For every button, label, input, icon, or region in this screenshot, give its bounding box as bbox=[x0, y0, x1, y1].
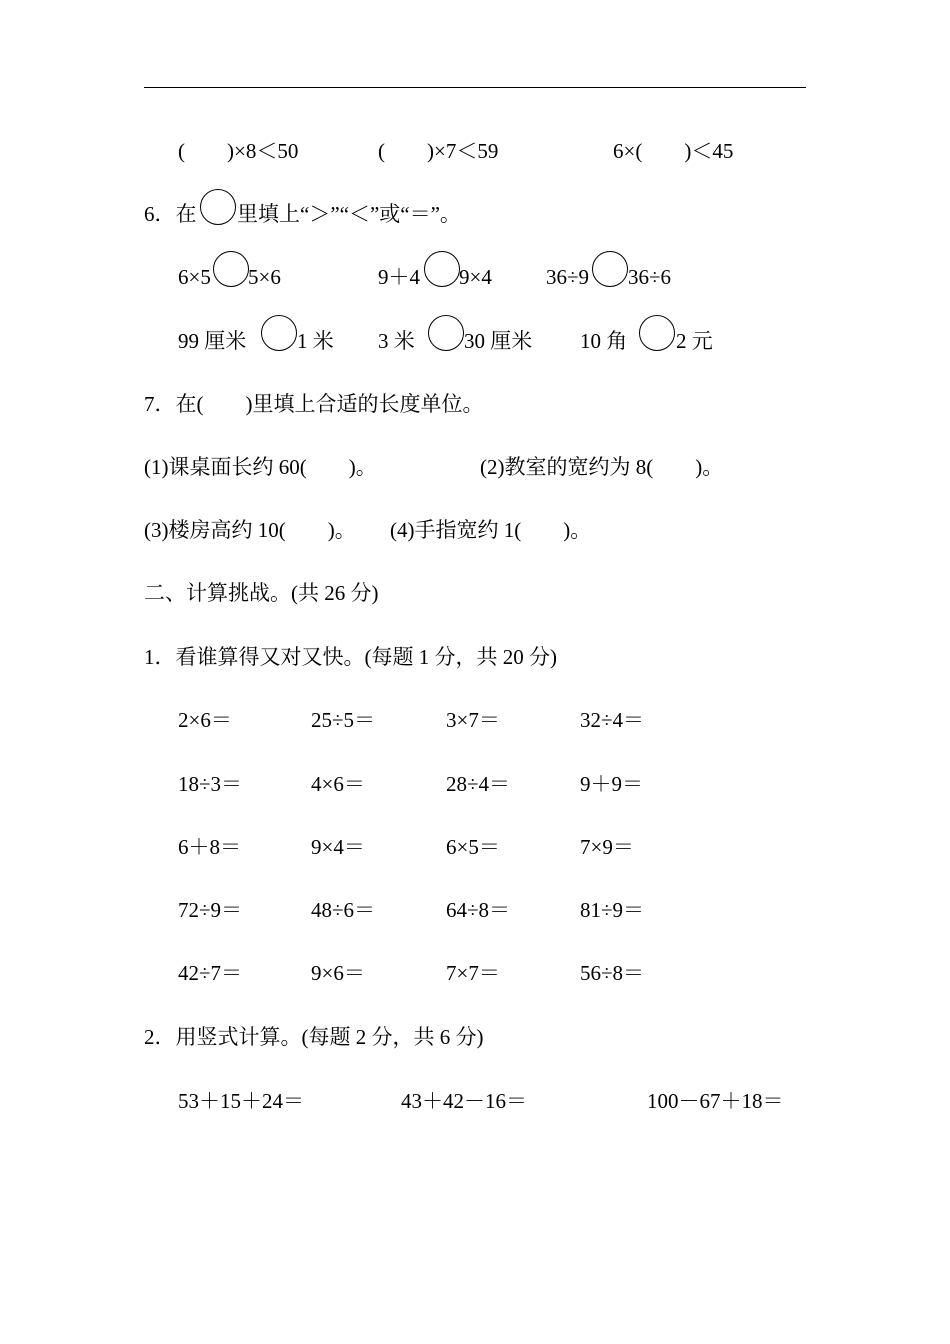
q7-item-3: (3)楼房高约 10( )。 bbox=[144, 518, 356, 542]
calc-item: 48÷6＝ bbox=[311, 898, 376, 922]
header-rule bbox=[144, 87, 806, 88]
vertical-calc-item: 43＋42－16＝ bbox=[401, 1089, 527, 1113]
vertical-calc-item: 53＋15＋24＝ bbox=[178, 1089, 304, 1113]
calc-item: 32÷4＝ bbox=[580, 708, 645, 732]
compare-right: 30 厘米 bbox=[464, 329, 533, 353]
compare-left: 99 厘米 bbox=[178, 329, 247, 353]
calc-item: 4×6＝ bbox=[311, 772, 365, 796]
q7-title: 7．在( )里填上合适的长度单位。 bbox=[144, 392, 484, 416]
comparison-circle[interactable] bbox=[213, 251, 249, 287]
calc-item: 6＋8＝ bbox=[178, 835, 241, 859]
vertical-calc-item: 100－67＋18＝ bbox=[647, 1089, 784, 1113]
calc-item: 2×6＝ bbox=[178, 708, 232, 732]
comparison-circle[interactable] bbox=[639, 315, 675, 351]
compare-right: 1 米 bbox=[297, 329, 334, 353]
calc-item: 42÷7＝ bbox=[178, 961, 243, 985]
inequality-1: ( )×8＜50 bbox=[178, 139, 299, 163]
calc-item: 3×7＝ bbox=[446, 708, 500, 732]
calc-item: 18÷3＝ bbox=[178, 772, 243, 796]
calc-item: 81÷9＝ bbox=[580, 898, 645, 922]
section2-q2-title: 2．用竖式计算。(每题 2 分，共 6 分) bbox=[144, 1025, 484, 1049]
comparison-circle[interactable] bbox=[592, 251, 628, 287]
calc-item: 56÷8＝ bbox=[580, 961, 645, 985]
calc-item: 9×6＝ bbox=[311, 961, 365, 985]
compare-left: 6×5 bbox=[178, 265, 211, 289]
compare-right: 36÷6 bbox=[628, 265, 672, 289]
calc-item: 6×5＝ bbox=[446, 835, 500, 859]
comparison-circle[interactable] bbox=[424, 251, 460, 287]
comparison-circle[interactable] bbox=[200, 189, 236, 225]
calc-item: 9×4＝ bbox=[311, 835, 365, 859]
calc-item: 25÷5＝ bbox=[311, 708, 376, 732]
q6-title-prefix: 6．在 bbox=[144, 202, 197, 226]
inequality-2: ( )×7＜59 bbox=[378, 139, 499, 163]
comparison-circle[interactable] bbox=[261, 315, 297, 351]
calc-item: 7×9＝ bbox=[580, 835, 634, 859]
compare-right: 5×6 bbox=[248, 265, 281, 289]
comparison-circle[interactable] bbox=[428, 315, 464, 351]
calc-item: 9＋9＝ bbox=[580, 772, 643, 796]
calc-item: 7×7＝ bbox=[446, 961, 500, 985]
calc-item: 28÷4＝ bbox=[446, 772, 511, 796]
q7-item-4: (4)手指宽约 1( )。 bbox=[390, 518, 592, 542]
compare-left: 36÷9 bbox=[546, 265, 590, 289]
q6-title-suffix: 里填上“＞”“＜”或“＝”。 bbox=[237, 202, 461, 226]
compare-right: 2 元 bbox=[676, 329, 713, 353]
section2-q1-title: 1．看谁算得又对又快。(每题 1 分，共 20 分) bbox=[144, 645, 557, 669]
calc-item: 72÷9＝ bbox=[178, 898, 243, 922]
compare-left: 9＋4 bbox=[378, 265, 420, 289]
section2-title: 二、计算挑战。(共 26 分) bbox=[144, 581, 379, 605]
inequality-3: 6×( )＜45 bbox=[613, 139, 734, 163]
q7-item-1: (1)课桌面长约 60( )。 bbox=[144, 455, 377, 479]
compare-right: 9×4 bbox=[459, 265, 492, 289]
calc-item: 64÷8＝ bbox=[446, 898, 511, 922]
compare-left: 10 角 bbox=[580, 329, 628, 353]
compare-left: 3 米 bbox=[378, 329, 415, 353]
q7-item-2: (2)教室的宽约为 8( )。 bbox=[480, 455, 724, 479]
